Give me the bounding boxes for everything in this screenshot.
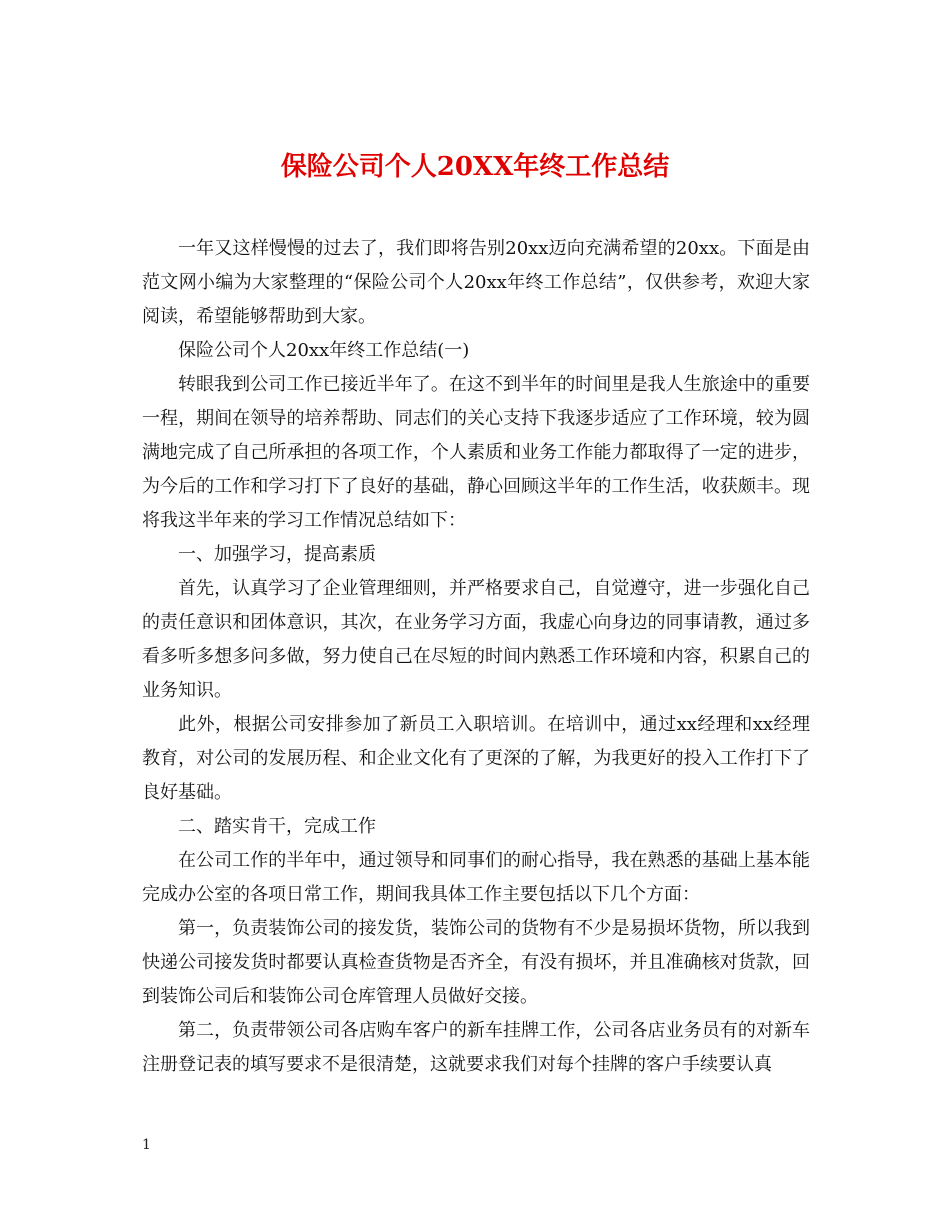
page-number: 1 [142, 1137, 151, 1153]
paragraph-work-second: 第二，负责带领公司各店购车客户的新车挂牌工作，公司各店业务员有的对新车注册登记表的填写要求不是很清楚，这就要求我们对每个挂牌的客户手续要认真 [142, 1020, 810, 1075]
paragraph-overview: 转眼我到公司工作已接近半年了。在这不到半年的时间里是我人生旅途中的重要一程，期间在领导的培养帮助、同志们的关心支持下我逐步适应了工作环境，较为圆满地完成了自己所承担的各项工作，个人素质和业务工作能力都取得了一定的进步，为今后的工作和学习打下了良好的基础，静心回顾这半年的工作生活，收获颇丰。现将我这半年来的学习工作情况总结如下： [142, 374, 810, 531]
paragraph-study-first: 首先，认真学习了企业管理细则，并严格要求自己，自觉遵守，进一步强化自己的责任意识和团体意识，其次，在业务学习方面，我虚心向身边的同事请教，通过多看多听多想多问多做，努力使自己在尽短的时间内熟悉工作环境和内容，积累自己的业务知识。 [142, 578, 810, 701]
paragraph-work-first: 第一，负责装饰公司的接发货，装饰公司的货物有不少是易损坏货物，所以我到快递公司接发货时都要认真检查货物是否齐全，有没有损坏，并且准确核对货款，回到装饰公司后和装饰公司仓库管理人员做好交接。 [142, 918, 810, 1007]
paragraph-work-intro: 在公司工作的半年中，通过领导和同事们的耐心指导，我在熟悉的基础上基本能完成办公室的各项日常工作，期间我具体工作主要包括以下几个方面： [142, 850, 810, 905]
section-heading-part-one: 保险公司个人20xx年终工作总结(一) [178, 340, 470, 361]
paragraph-intro: 一年又这样慢慢的过去了，我们即将告别20xx迈向充满希望的20xx。下面是由范文网小编为大家整理的“保险公司个人20xx年终工作总结”，仅供参考，欢迎大家阅读，希望能够帮助到大家。 [142, 238, 810, 327]
document-body [142, 232, 810, 1082]
section-heading-study: 一、加强学习，提高素质 [178, 544, 376, 565]
paragraph-training: 此外，根据公司安排参加了新员工入职培训。在培训中，通过xx经理和xx经理教育，对公司的发展历程、和企业文化有了更深的了解，为我更好的投入工作打下了良好基础。 [142, 714, 810, 803]
section-heading-work: 二、踏实肯干，完成工作 [178, 816, 376, 837]
document-title: 保险公司个人20XX年终工作总结 [280, 152, 670, 183]
